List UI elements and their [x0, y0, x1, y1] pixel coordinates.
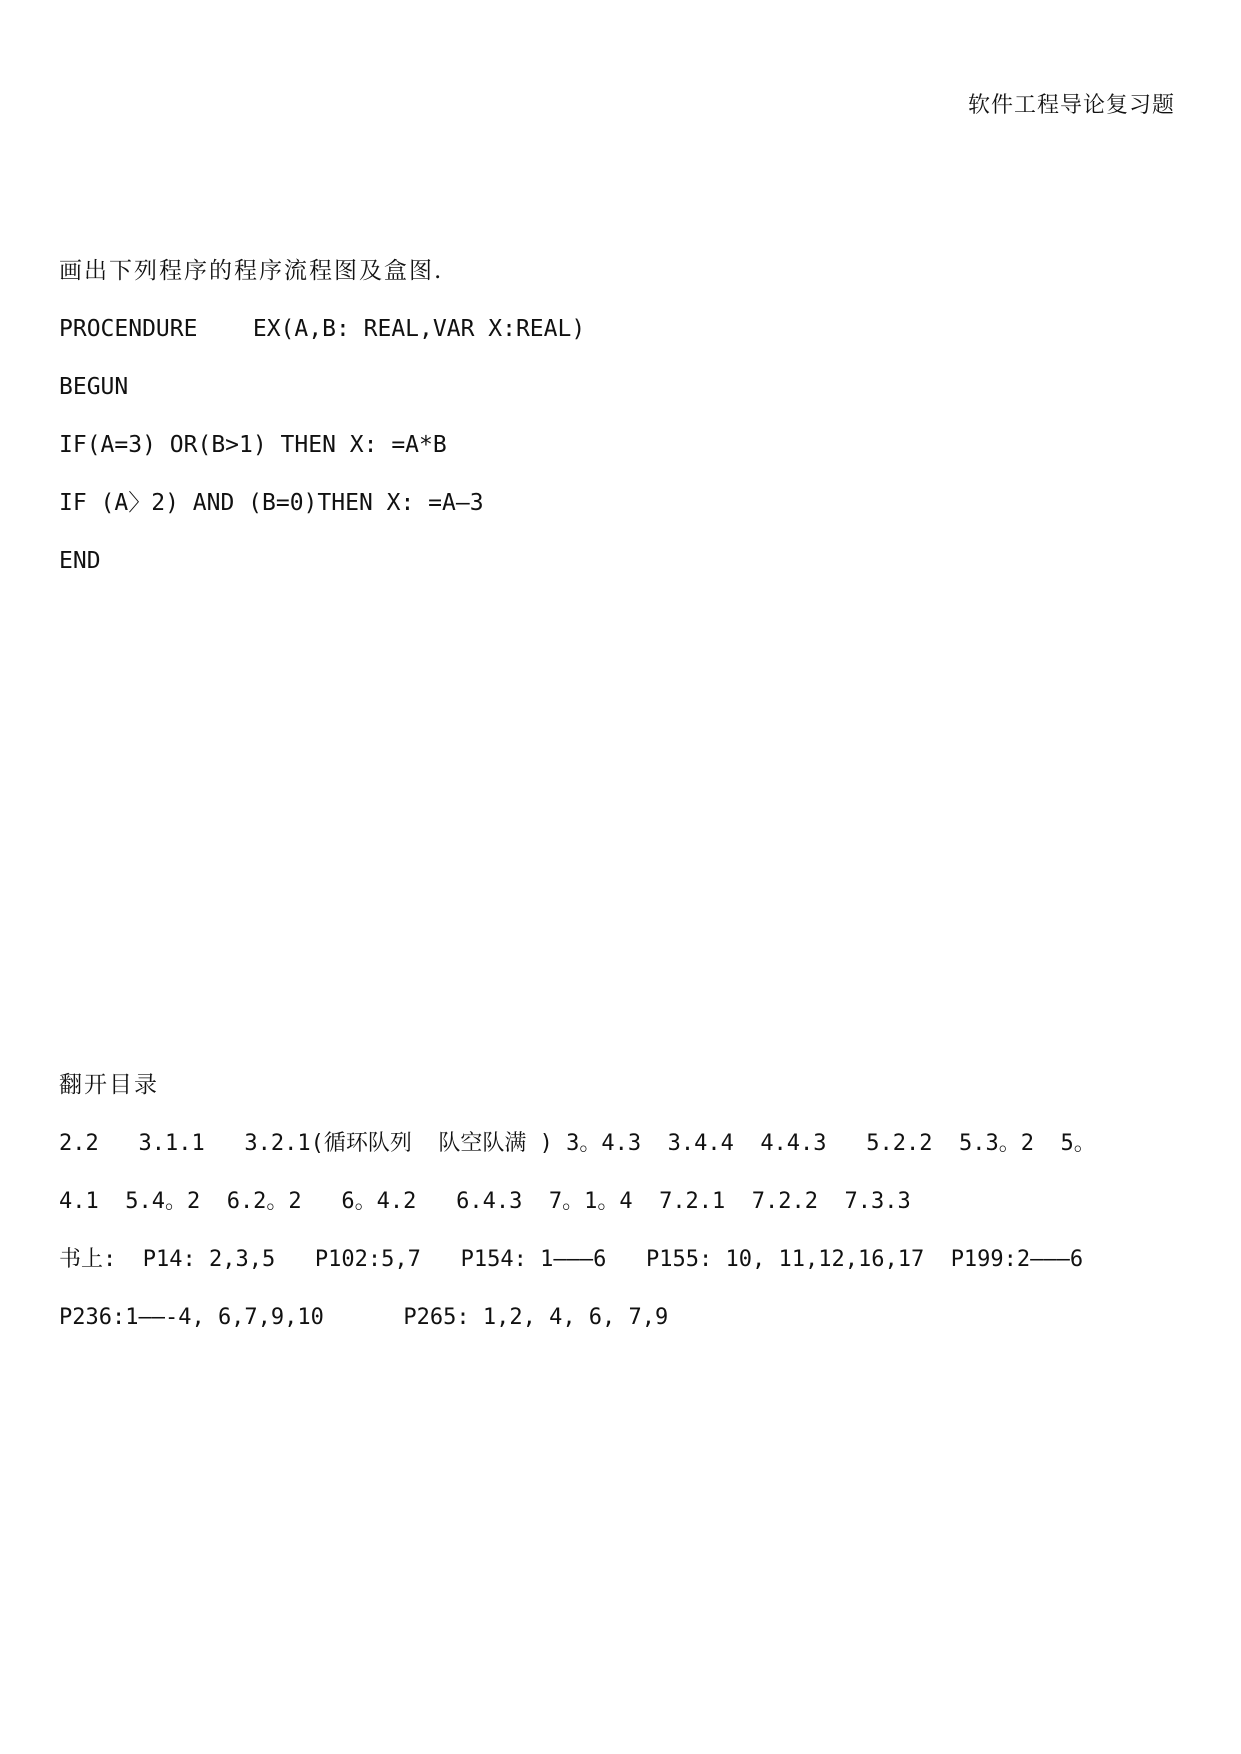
instruction-text: 画出下列程序的程序流程图及盒图.: [59, 258, 444, 284]
page-header-title: 软件工程导论复习题: [967, 93, 1175, 118]
code-line: END: [59, 548, 101, 574]
code-line: IF (A〉2) AND (B=0)THEN X: =A—3: [59, 490, 484, 516]
section-title: 翻开目录: [59, 1072, 159, 1098]
code-line: IF(A=3) OR(B>1) THEN X: =A*B: [59, 432, 447, 458]
review-line: P236:1——-4, 6,7,9,10 P265: 1,2, 4, 6, 7,9: [59, 1305, 669, 1330]
review-line: 4.1 5.4。2 6.2。2 6。4.2 6.4.3 7。1。4 7.2.1 7.2.2 7.3.3: [59, 1189, 911, 1214]
review-line: 2.2 3.1.1 3.2.1(循环队列 队空队满 ) 3。4.3 3.4.4 4.4.3 5.2.2 5.3。2 5。: [59, 1131, 1096, 1156]
review-line: 书上: P14: 2,3,5 P102:5,7 P154: 1———6 P155: 10, 11,12,16,17 P199:2———6: [59, 1247, 1084, 1272]
code-line: BEGUN: [59, 374, 129, 400]
code-line: PROCENDURE EX(A,B: REAL,VAR X:REAL): [59, 316, 586, 342]
